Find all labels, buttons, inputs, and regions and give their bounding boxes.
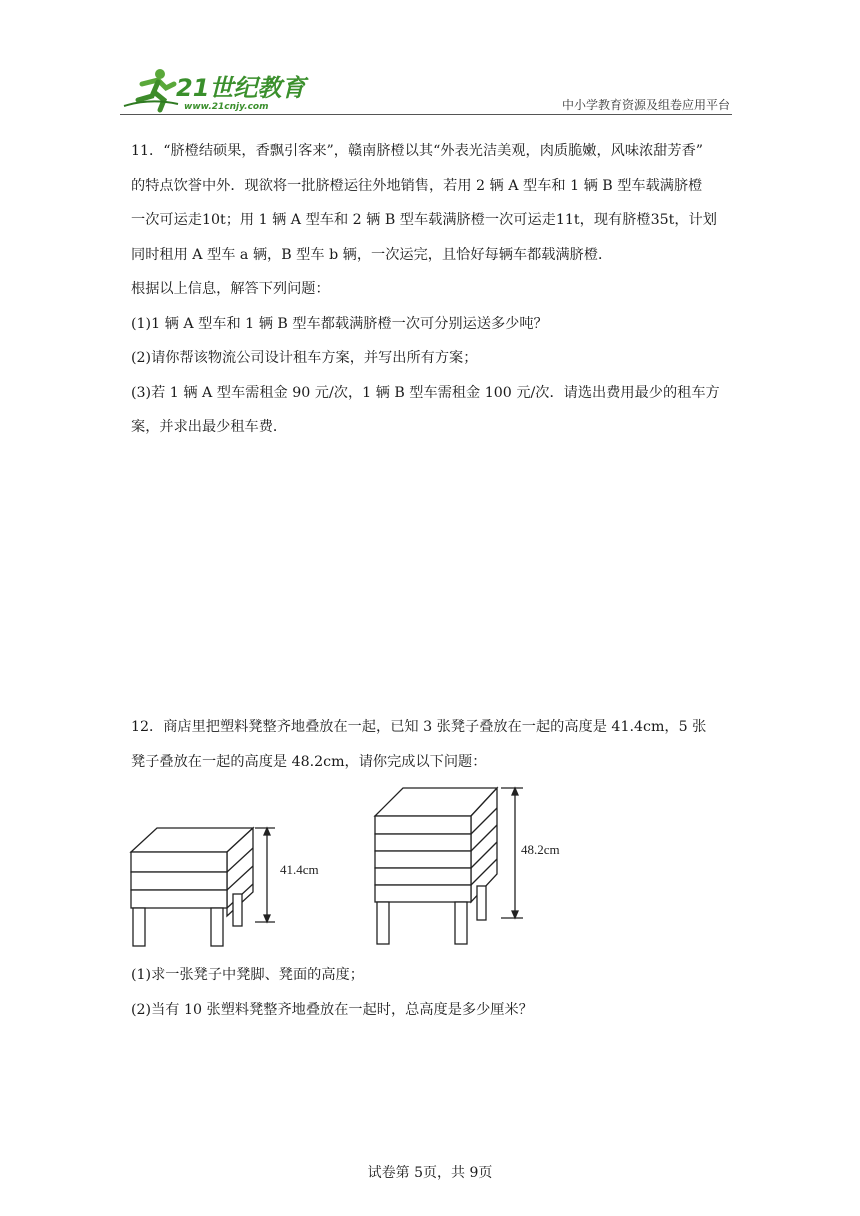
q11-line: 一次可运走10t；用 1 辆 A 型车和 2 辆 B 型车载满脐橙一次可运走11t，现有脐橙35t，计划 [131,212,717,228]
platform-name: 中小学教育资源及组卷应用平台 [561,98,730,112]
page-header [120,62,732,118]
q11-line: (2)请你帮该物流公司设计租车方案，并写出所有方案； [131,350,478,366]
stool-stack-5 [375,788,497,944]
logo-text: 21世纪教育 [176,74,306,102]
page-footer: 试卷第 5页，共 9页 [367,1165,493,1181]
label-48-2cm: 48.2cm [521,842,560,857]
logo-url-text: www.21cnjy.com [184,102,269,112]
runner-logo-icon [124,69,178,110]
label-41-4cm: 41.4cm [280,862,319,877]
q11-line: (3)若 1 辆 A 型车需租金 90 元/次，1 辆 B 型车需租金 100 元/次．请选出费用最少的租车方 [131,384,720,401]
dimension-41-4 [255,828,275,922]
stool-stack-3 [131,828,253,946]
dimension-48-2 [501,788,523,918]
q12-line: 凳子叠放在一起的高度是 48.2cm，请你完成以下问题： [131,753,487,770]
stools-figure [125,782,575,952]
logo-21cnjy [120,62,320,118]
question-11 [131,134,745,445]
q11-line: 同时租用 A 型车 a 辆，B 型车 b 辆，一次运完，且恰好每辆车都载满脐橙． [131,246,613,263]
q12-sub-line: (2)当有 10 张塑料凳整齐地叠放在一起时，总高度是多少厘米？ [131,1001,533,1018]
q11-line: 根据以上信息，解答下列问题： [131,281,330,297]
q11-line: 案，并求出最少租车费． [131,419,288,435]
q11-line: 的特点饮誉中外．现欲将一批脐橙运往外地销售，若用 2 辆 A 型车和 1 辆 B 型车载满脐橙 [131,177,703,194]
question-12-subquestions [131,958,745,1027]
q11-line: 11．“脐橙结硕果，香飘引客来”，赣南脐橙以其“外表光洁美观，肉质脆嫩，风味浓甜芳香” [131,143,704,159]
q12-sub-line: (1)求一张凳子中凳脚、凳面的高度； [131,967,364,983]
q11-line: (1)1 辆 A 型车和 1 辆 B 型车都载满脐橙一次可分别运送多少吨？ [131,315,548,332]
header-divider [120,114,732,115]
q12-line: 12．商店里把塑料凳整齐地叠放在一起，已知 3 张凳子叠放在一起的高度是 41.4cm，5 张 [131,719,707,735]
question-12 [131,710,745,779]
